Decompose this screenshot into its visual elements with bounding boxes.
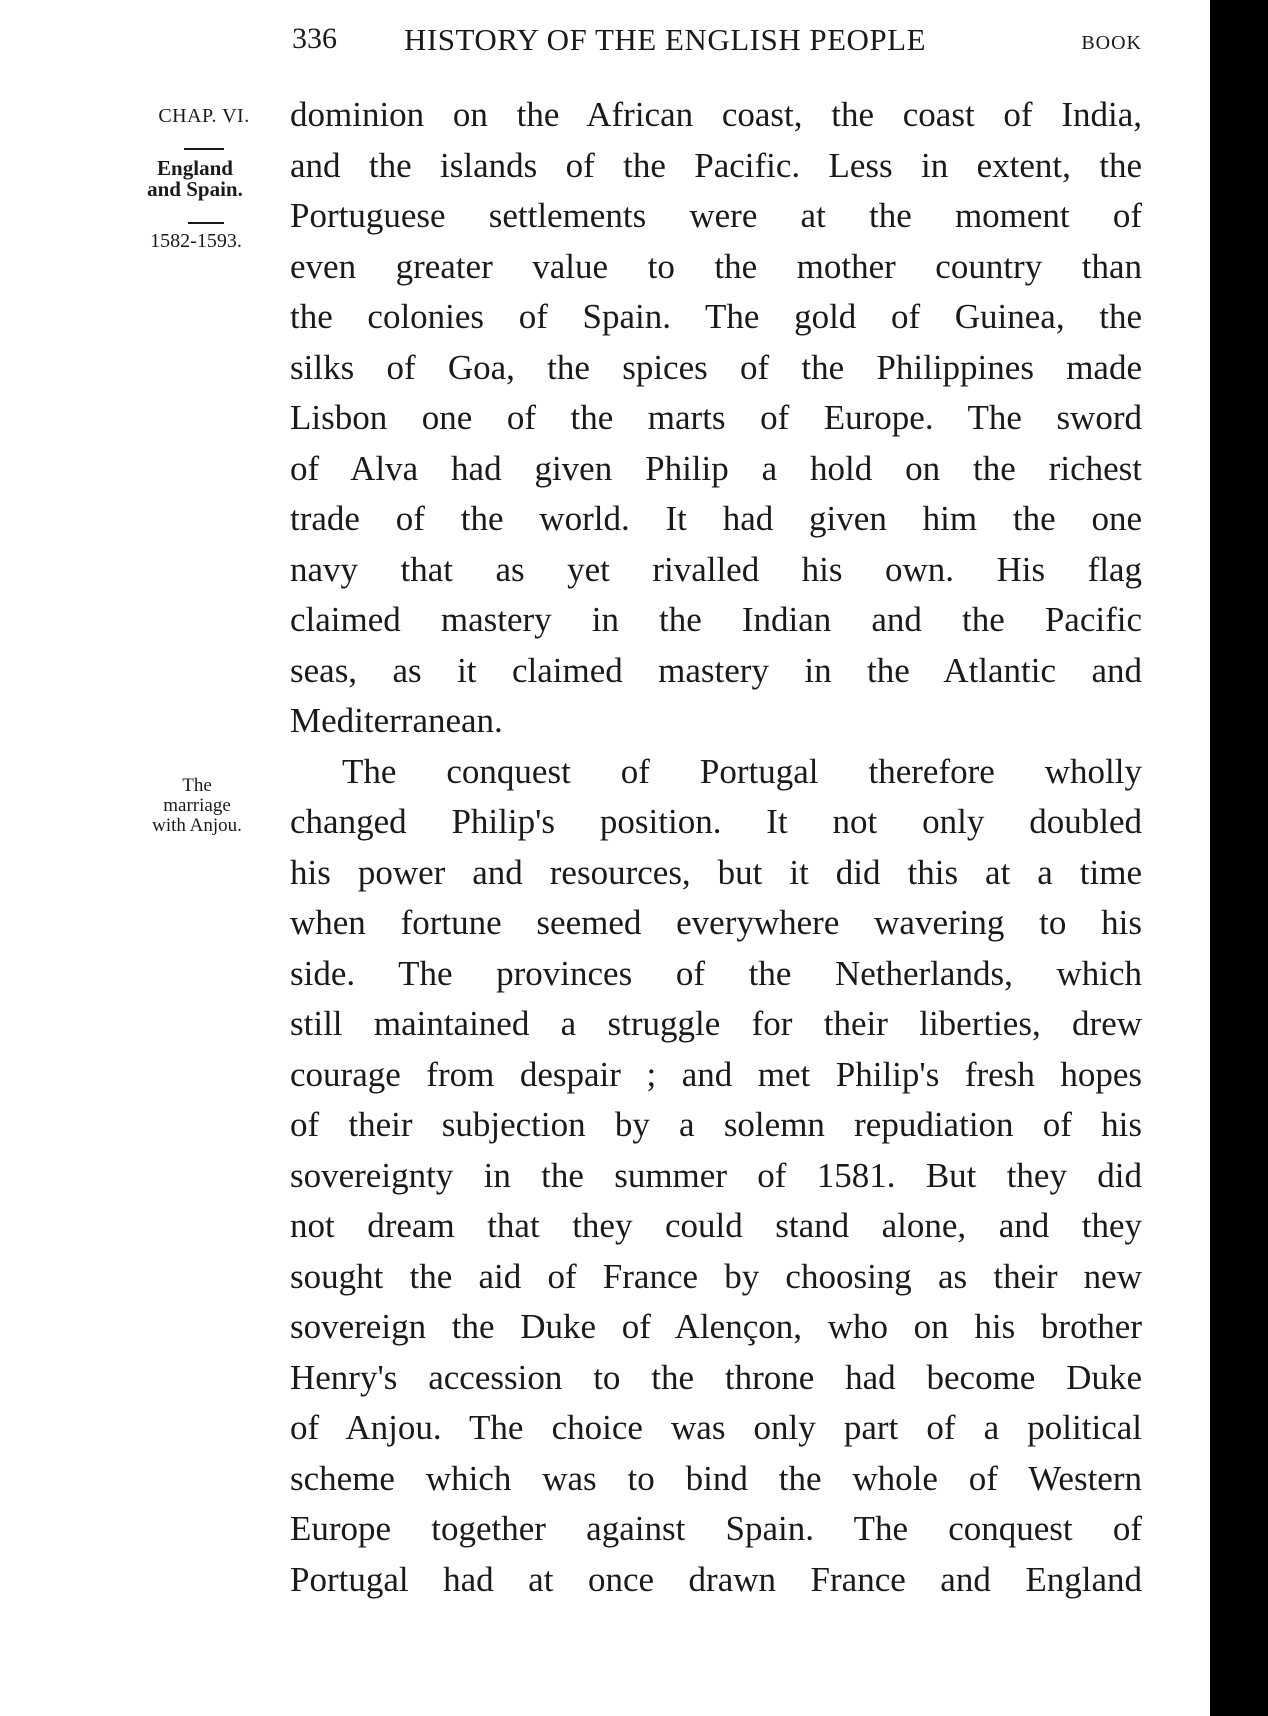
margin-dates: 1582-1593. — [150, 230, 242, 252]
text-line: Mediterranean. — [290, 701, 503, 740]
text-line: when fortune seemed everywhere wavering to his — [290, 903, 1142, 942]
text-line: and the islands of the Pacific. Less in extent, the — [290, 145, 1142, 185]
text-line: not dream that they could stand alone, and they — [290, 1206, 1142, 1245]
text-line: of Alva had given Philip a hold on the richest — [290, 448, 1142, 488]
text-line: dominion on the African coast, the coast of India, — [290, 95, 1142, 134]
margin-divider — [188, 222, 224, 224]
text-line: seas, as it claimed mastery in the Atlantic and — [290, 650, 1142, 690]
text-line: sovereign the Duke of Alençon, who on his brother — [290, 1307, 1142, 1346]
margin-subject-line: England — [157, 156, 233, 180]
text-line: the colonies of Spain. The gold of Guinea, the — [290, 297, 1142, 336]
text-line: Portuguese settlements were at the moment of — [290, 196, 1142, 235]
margin-subject-line: and Spain. — [147, 177, 243, 201]
text-line: claimed mastery in the Indian and the Pacific — [290, 600, 1142, 639]
text-line: trade of the world. It had given him the one — [290, 499, 1142, 538]
margin-note-anjou — [124, 776, 270, 836]
running-title: HISTORY OF THE ENGLISH PEOPLE — [404, 22, 927, 57]
text-line: The conquest of Portugal therefore wholly — [342, 751, 1142, 791]
paragraph-2 — [290, 747, 1142, 1606]
margin-note-line: with Anjou. — [152, 814, 242, 836]
page-number: 336 — [292, 22, 337, 55]
text-line: even greater value to the mother country than — [290, 246, 1142, 286]
text-line: sovereignty in the summer of 1581. But they did — [290, 1155, 1142, 1195]
text-line: changed Philip's position. It not only doubled — [290, 802, 1142, 841]
text-line: Portugal had at once drawn France and England — [290, 1559, 1142, 1599]
text-line: Henry's accession to the throne had become Duke — [290, 1357, 1142, 1397]
margin-note-line: The — [182, 775, 212, 796]
text-line: silks of Goa, the spices of the Philippines made — [290, 347, 1142, 387]
paragraph-1 — [290, 90, 1142, 747]
margin-subject — [130, 158, 260, 200]
book-label: BOOK — [1081, 32, 1142, 54]
text-line: his power and resources, but it did this at a time — [290, 852, 1142, 892]
text-line: scheme which was to bind the whole of Western — [290, 1458, 1142, 1498]
margin-note-line: marriage — [163, 794, 231, 816]
chapter-marker: CHAP. VI. — [158, 105, 250, 127]
text-line: Lisbon one of the marts of Europe. The sword — [290, 398, 1142, 437]
text-line: navy that as yet rivalled his own. His flag — [290, 549, 1142, 589]
text-line: still maintained a struggle for their liberties, drew — [290, 1004, 1142, 1043]
page-header — [292, 18, 1142, 66]
text-line: side. The provinces of the Netherlands, which — [290, 953, 1142, 993]
text-line: sought the aid of France by choosing as their new — [290, 1256, 1142, 1296]
text-line: Europe together against Spain. The conquest of — [290, 1509, 1142, 1548]
margin-divider — [184, 148, 224, 150]
text-line: of their subjection by a solemn repudiation of his — [290, 1105, 1142, 1144]
scan-edge-band — [1210, 0, 1268, 1716]
text-line: courage from despair ; and met Philip's fresh hopes — [290, 1054, 1142, 1094]
body-text — [290, 90, 1142, 1605]
text-line: of Anjou. The choice was only part of a political — [290, 1408, 1142, 1447]
